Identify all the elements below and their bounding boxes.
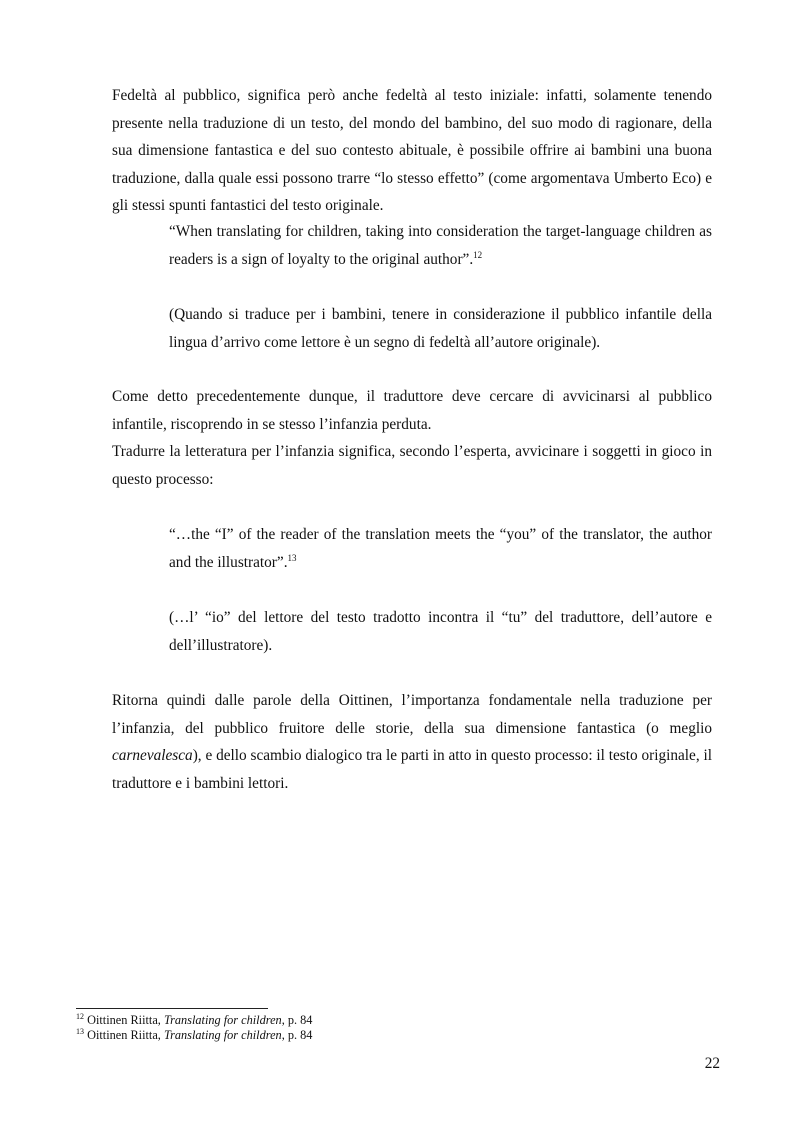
footnote-ref-13[interactable]: 13 xyxy=(287,552,297,563)
paragraph-fedelta xyxy=(112,82,712,220)
footnotes xyxy=(76,1013,716,1042)
quote-2-translation-text: (…l’ “io” del lettore del testo tradotto incontra il “tu” del traduttore, dell’autore e dell’illustratore). xyxy=(169,609,712,654)
footnote-title: Translating for children xyxy=(163,1027,282,1042)
paragraph-ritorna-text-end: ), e dello scambio dialogico tra le parti in atto in questo processo: il testo originale, il traduttore e i bambini lettori. xyxy=(112,747,712,792)
quote-2-text: “…the “I” of the reader of the translation meets the “you” of the translator, the author and the illustrator”. xyxy=(169,526,712,571)
block-quote-english-1 xyxy=(169,218,712,273)
footnote-13 xyxy=(76,1028,716,1043)
footnote-author: Oittinen Riitta, xyxy=(87,1027,164,1042)
paragraph-ritorna xyxy=(112,687,712,797)
block-quote-translation-2 xyxy=(169,604,712,659)
footnote-author: Oittinen Riitta, xyxy=(87,1013,164,1027)
footnote-page: , p. 84 xyxy=(281,1027,313,1042)
paragraph-ritorna-italic: carnevalesca xyxy=(112,747,193,764)
paragraph-traduttore-text: Come detto precedentemente dunque, il traduttore deve cercare di avvicinarsi al pubblico infantile, riscoprendo in se stesso l’infanzia perduta. xyxy=(112,388,712,433)
page-number: 22 xyxy=(704,1055,720,1072)
footnote-12 xyxy=(76,1013,716,1028)
footnote-title: Translating for children xyxy=(163,1013,282,1027)
paragraph-ritorna-text-start: Ritorna quindi dalle parole della Oittinen, l’importanza fondamentale nella traduzione per l’infanzia, del pubblico fruitore delle storie, della sua dimensione fantastica (o meglio xyxy=(112,692,712,737)
footnote-ref-12[interactable]: 12 xyxy=(473,249,483,260)
footnote-number: 12 xyxy=(76,1011,84,1021)
paragraph-fedelta-text: Fedeltà al pubblico, significa però anche fedeltà al testo iniziale: infatti, solamente tenendo presente nella traduzione di un testo, del mondo del bambino, del suo modo di ragionare, della sua dimensione fantastica e del suo contesto abituale, è possibile offrire ai bambini una buona traduzione, dalla quale essi possono trarre “lo stesso effetto” (come argomentava Umberto Eco) e gli stessi spunti fantastici del testo originale. xyxy=(112,87,712,214)
footnote-number: 13 xyxy=(76,1026,84,1036)
quote-1-translation-text: (Quando si traduce per i bambini, tenere in considerazione il pubblico infantile della lingua d’arrivo come lettore è un segno di fedeltà all’autore originale). xyxy=(169,306,712,351)
footnote-page: , p. 84 xyxy=(281,1013,313,1027)
paragraph-traduttore xyxy=(112,383,712,438)
paragraph-tradurre-text: Tradurre la letteratura per l’infanzia significa, secondo l’esperta, avvicinare i soggetti in gioco in questo processo: xyxy=(112,443,712,488)
block-quote-english-2 xyxy=(169,521,712,576)
quote-1-text: “When translating for children, taking into consideration the target-language children as readers is a sign of loyalty to the original author”. xyxy=(169,223,712,268)
block-quote-translation-1 xyxy=(169,301,712,356)
paragraph-tradurre xyxy=(112,438,712,493)
footnote-divider xyxy=(76,1008,268,1009)
